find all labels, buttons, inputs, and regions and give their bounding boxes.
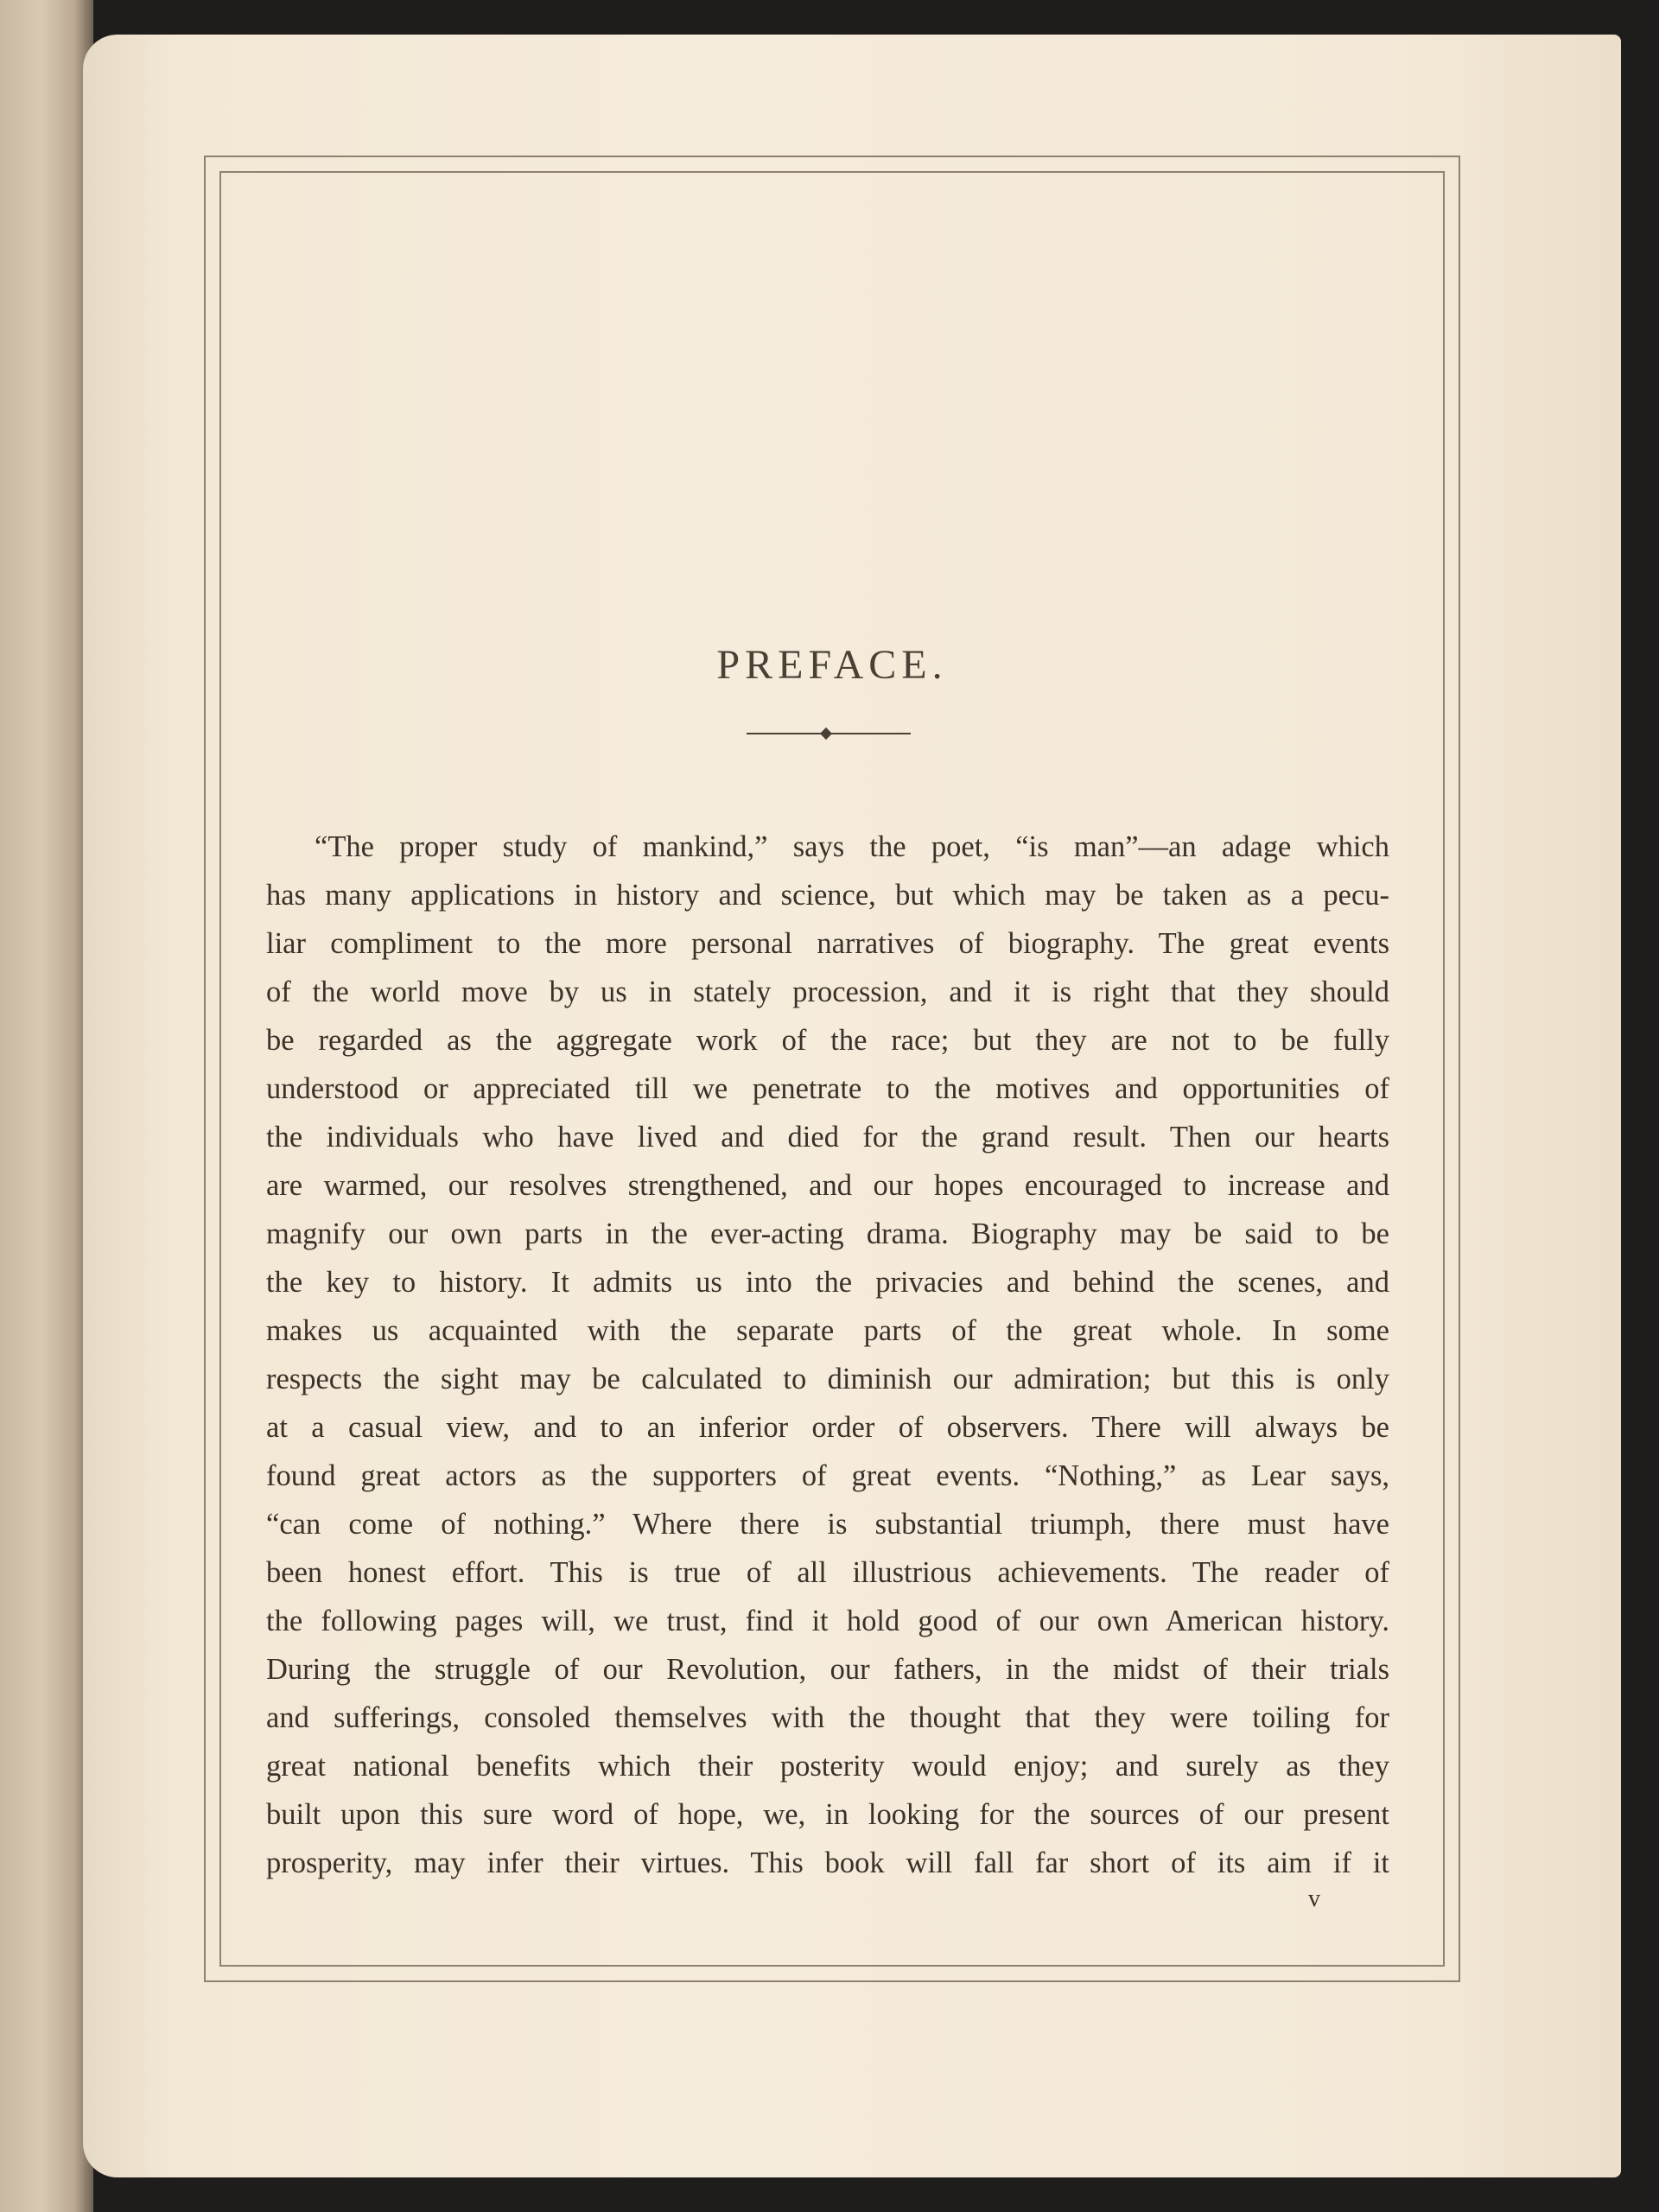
page-number: v: [1308, 1885, 1320, 1912]
text-line: great national benefits which their posterity would enjoy; and surely as they: [266, 1750, 1389, 1783]
book-page: [83, 35, 1621, 2177]
text-line: has many applications in history and science, but which may be taken as a pecu-: [266, 879, 1389, 912]
text-line: makes us acquainted with the separate parts of the great whole. In some: [266, 1314, 1389, 1347]
text-line: found great actors as the supporters of great events. “Nothing,” as Lear says,: [266, 1459, 1389, 1492]
text-line: understood or appreciated till we penetrate to the motives and opportunities of: [266, 1072, 1389, 1105]
text-line: be regarded as the aggregate work of the race; but they are not to be fully: [266, 1024, 1389, 1057]
text-line: the following pages will, we trust, find it hold good of our own American history.: [266, 1605, 1389, 1637]
text-line: “The proper study of mankind,” says the poet, “is man”––an adage which: [315, 830, 1389, 863]
text-line: of the world move by us in stately procession, and it is right that they should: [266, 976, 1389, 1008]
text-line: the key to history. It admits us into the privacies and behind the scenes, and: [266, 1266, 1389, 1299]
page-border-outer: [204, 156, 1460, 1982]
text-line: During the struggle of our Revolution, our fathers, in the midst of their trials: [266, 1653, 1389, 1686]
text-line: are warmed, our resolves strengthened, and our hopes encouraged to increase and: [266, 1169, 1389, 1202]
text-line: been honest effort. This is true of all illustrious achievements. The reader of: [266, 1556, 1389, 1589]
page-title: PREFACE.: [716, 642, 948, 688]
text-line: “can come of nothing.” Where there is substantial triumph, there must have: [266, 1508, 1389, 1541]
text-line: and sufferings, consoled themselves with the thought that they were toiling for: [266, 1701, 1389, 1734]
text-line: built upon this sure word of hope, we, in looking for the sources of our present: [266, 1798, 1389, 1831]
text-line: liar compliment to the more personal narratives of biography. The great events: [266, 927, 1389, 960]
left-page-edge: [0, 0, 93, 2212]
text-line: prosperity, may infer their virtues. This book will fall far short of its aim if it: [266, 1847, 1389, 1879]
text-line: the individuals who have lived and died for the grand result. Then our hearts: [266, 1121, 1389, 1154]
ornament-diamond-icon: [820, 728, 832, 740]
preface-body: [266, 823, 1389, 1887]
text-line: magnify our own parts in the ever-acting drama. Biography may be said to be: [266, 1217, 1389, 1250]
text-line: at a casual view, and to an inferior order of observers. There will always be: [266, 1411, 1389, 1444]
text-line: respects the sight may be calculated to diminish our admiration; but this is only: [266, 1363, 1389, 1395]
title-ornament: [747, 728, 911, 740]
